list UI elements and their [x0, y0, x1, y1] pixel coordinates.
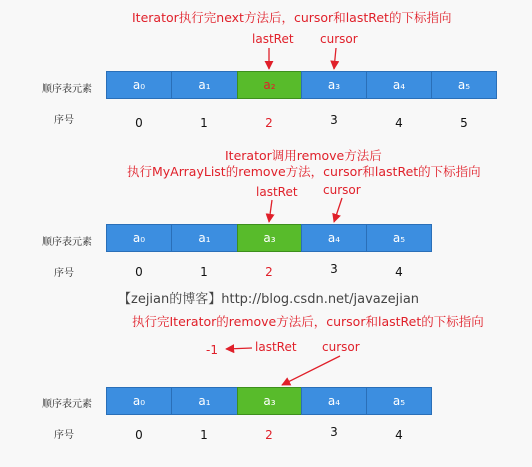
array-cell: a₅ [366, 224, 432, 252]
diagram3-lastret-arrow [226, 348, 252, 349]
diagram1-cursor-arrow [334, 48, 336, 69]
index-label: 4 [395, 265, 403, 279]
array-cell: a₀ [106, 71, 172, 99]
index-label: 4 [395, 428, 403, 442]
array-cell: a₄ [301, 387, 367, 415]
array-cell-cursor: a₃ [301, 71, 367, 99]
diagram2-cursor-label: cursor [323, 183, 361, 197]
array-cell: a₄ [366, 71, 432, 99]
diagram1-lastret-label: lastRet [252, 32, 294, 46]
diagram1-cursor-label: cursor [320, 32, 358, 46]
diagram3-title: 执行完Iterator的remove方法后，cursor和lastRet的下标指向 [132, 314, 484, 329]
index-label: 3 [330, 113, 338, 127]
array-cell: a₅ [431, 71, 497, 99]
array-cell-lastret: a₂ [237, 71, 302, 99]
diagram2-lastret-arrow [269, 200, 272, 222]
blog-watermark: 【zejian的博客】http://blog.csdn.net/javazejian [118, 292, 420, 307]
diagram3-cursor-label: cursor [322, 340, 360, 354]
index-label: 3 [330, 262, 338, 276]
diagram1-title: Iterator执行完next方法后，cursor和lastRet的下标指向 [132, 10, 452, 25]
index-label-highlight: 2 [265, 116, 273, 130]
diagram2-title-line2: 执行MyArrayList的remove方法，cursor和lastRet的下标指向 [127, 164, 481, 179]
array-cell: a₁ [171, 387, 238, 415]
diagram2-title-line1: Iterator调用remove方法后 [225, 148, 382, 163]
index-label: 0 [135, 265, 143, 279]
index-label: 4 [395, 116, 403, 130]
diagram1-index-label: 序号 [54, 115, 74, 126]
index-label: 0 [135, 428, 143, 442]
index-label-highlight: 2 [265, 265, 273, 279]
array-cell: a₁ [171, 71, 238, 99]
diagram2-cursor-arrow [334, 198, 342, 222]
index-label: 0 [135, 116, 143, 130]
array-cell: a₀ [106, 224, 172, 252]
index-label: 3 [330, 425, 338, 439]
diagram2-row-label: 顺序表元素 [42, 237, 92, 248]
index-label: 5 [460, 116, 468, 130]
array-cell: a₁ [171, 224, 238, 252]
index-label: 1 [200, 116, 208, 130]
diagram3-row-label: 顺序表元素 [42, 399, 92, 410]
diagram3-lastret-label: lastRet [255, 340, 297, 354]
diagram3-minus-one: -1 [206, 343, 218, 357]
index-label: 1 [200, 265, 208, 279]
array-cell-cursor: a₄ [301, 224, 367, 252]
array-cell: a₀ [106, 387, 172, 415]
diagram3-index-label: 序号 [54, 430, 74, 441]
array-cell-lastret: a₃ [237, 224, 302, 252]
index-label: 1 [200, 428, 208, 442]
diagram2-lastret-label: lastRet [256, 185, 298, 199]
diagram3-cursor-arrow [282, 356, 340, 385]
array-cell: a₅ [366, 387, 432, 415]
array-cell-cursor: a₃ [237, 387, 302, 415]
diagram2-index-label: 序号 [54, 268, 74, 279]
diagram1-row-label: 顺序表元素 [42, 84, 92, 95]
index-label-highlight: 2 [265, 428, 273, 442]
